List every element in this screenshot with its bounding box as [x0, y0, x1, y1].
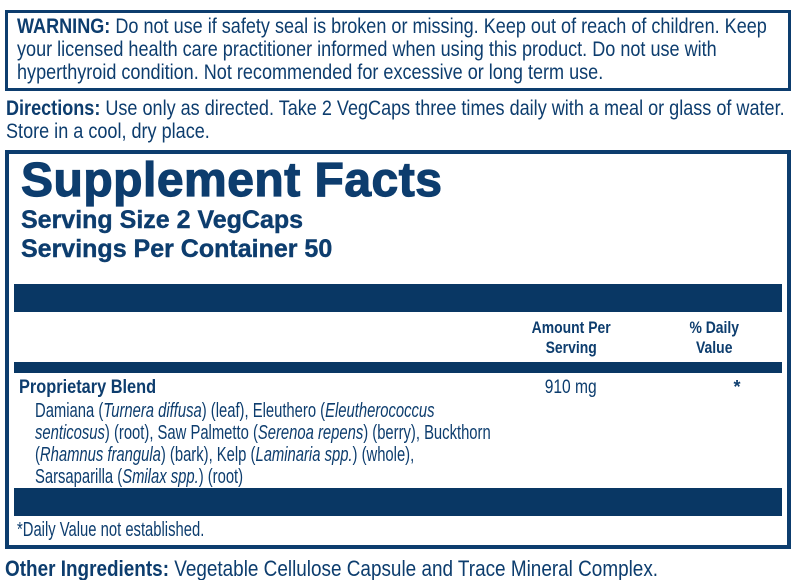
column-header-dv-line1: % Daily [689, 318, 739, 337]
column-header-amount-line1: Amount Per [531, 318, 611, 337]
serving-size: Serving Size 2 VegCaps [21, 206, 304, 234]
other-ingredients-label: Other Ingredients: [5, 556, 169, 580]
supplement-facts-title: Supplement Facts [21, 154, 443, 207]
header-bar [14, 284, 782, 312]
directions-label: Directions: [6, 97, 101, 120]
warning-label: WARNING: [17, 15, 111, 38]
warning-text: Do not use if safety seal is broken or missing. Keep out of reach of children. Keep your licensed health care practitioner informed when using this product. Do not use with hyperthyroid condition. Not recommended for excessive or long term use. [17, 15, 767, 84]
blend-description: Damiana (Turnera diffusa) (leaf), Eleuthero (Eleutherococcus senticosus) (root), Saw Palmetto (Serenoa repens) (berry), Buckthorn (Rhamnus frangula) (bark), Kelp (Laminaria spp.) (whole), Sarsaparilla (Smilax spp.) (root) [35, 400, 491, 488]
other-ingredients-text: Vegetable Cellulose Capsule and Trace Mineral Complex. [174, 556, 659, 580]
directions-text: Use only as directed. Take 2 VegCaps three times daily with a meal or glass of water. Store in a cool, dry place. [6, 97, 785, 143]
ingredient-amount: 910 mg [545, 377, 597, 398]
column-header-row [9, 312, 787, 362]
supplement-facts-panel [5, 150, 791, 549]
daily-value-footnote: *Daily Value not established. [17, 519, 205, 541]
footnote-bar [14, 488, 782, 516]
warning-box [5, 10, 791, 91]
ingredient-daily-value: * [733, 377, 741, 397]
column-header-dv-line2: Value [695, 338, 733, 357]
header-divider-bar [14, 362, 782, 373]
directions [6, 97, 791, 143]
ingredient-name: Proprietary Blend [19, 377, 157, 398]
servings-per-container: Servings Per Container 50 [21, 235, 333, 263]
other-ingredients [5, 556, 791, 580]
column-header-amount-line2: Serving [545, 338, 597, 357]
column-header-daily-value [634, 318, 791, 358]
ingredient-row [9, 376, 787, 400]
